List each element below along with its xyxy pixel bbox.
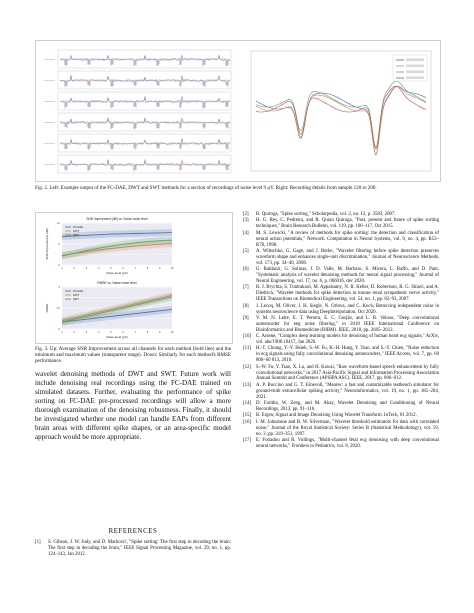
y-tick-label: 12: [57, 222, 60, 225]
trace-line: [60, 160, 230, 171]
reference-text: B. Ergen, Signal and Image Denoising Using Wavelet Transform. InTech, 01 2012.: [256, 413, 417, 419]
reference-text: A. Wiltschko, G. Gage, and J. Berke, "Wavelet filtering before spike detection preserves waveform shape and enhances single-unit discrimination," Journal of Neuroscience Methods, vol. 173, pp. 34–40, 2008.: [256, 248, 439, 266]
legend-label: DWT: [73, 294, 80, 297]
y-tick-label: -2: [57, 264, 60, 267]
reference-text: S. Gibson, J. W. Judy, and D. Marković, "Spike sorting: The first step in decoding the brain: The first step in decoding the brain," IEEE Signal Processing Magazine, vol. 29, no. 1, pp. 124–143, Jan 2012.: [48, 540, 231, 557]
reference-text: H. G. Rey, C. Pedreira, and R. Quian Quiroga, "Past, present and future of spike sorting techniques," Brain Research Bulletin, vol. 119, pp. 106–117, Oct 2015.: [256, 218, 439, 230]
y-tick-label: 5: [58, 243, 60, 246]
x-tick-label: 1: [61, 267, 63, 270]
references-heading: REFERENCES: [108, 528, 158, 535]
trace-line: [60, 97, 230, 108]
x-tick-label: 8: [146, 331, 149, 334]
reference-item: [243, 231, 439, 249]
reference-item: [243, 383, 439, 401]
zoom-legend-entry: [406, 77, 424, 80]
reference-text: C. Arsene, "Complex deep learning models for denoising of human heart ecg signals," ArXiv, vol. abs/1908.10417, Jan 2020.: [256, 334, 439, 346]
x-tick-label: 5: [110, 331, 112, 334]
reference-number: [17]: [243, 438, 252, 444]
reference-number: [9]: [243, 315, 249, 321]
zoom-waveform: [256, 81, 426, 147]
reference-number: [1]: [35, 540, 41, 545]
x-tick-label: 6: [122, 331, 124, 334]
zoom-waveform: [256, 86, 426, 149]
x-axis-label: Noise level (μV): [106, 271, 128, 275]
reference-item: [243, 212, 439, 218]
figure-3: [35, 212, 233, 344]
chart-title: SNR Imprvement (dB) vs. Noise noise level: [86, 217, 148, 221]
reference-number: [5]: [243, 248, 249, 254]
references-left: [35, 540, 231, 558]
zoom-legend-entry: [406, 59, 424, 62]
y-axis-label: RMSE: [45, 303, 49, 313]
reference-item: [243, 413, 439, 419]
x-tick-label: 2: [73, 331, 75, 334]
figure-2-caption: Fig. 2. Left: Example output of the FC-DAE, DWT and SWT methods for a section of recordings of noise level 9 μV. Right: Recording details from sample 120 to 200.: [35, 185, 377, 191]
reference-text: V. M. N. Leite, E. T. Pereira, E. C. Gurjão, and L. R. Veloso, "Deep convolutional autoencoder for eeg noise filtering," in 2018 IEEE International Conference on Bioinformatics and Biomedicine (BIBM). IEEE, 2018, pp. 2605–2612.: [256, 315, 439, 333]
x-tick-label: 1: [61, 331, 63, 334]
x-tick-label: 5: [110, 267, 112, 270]
trace-line: [60, 97, 230, 108]
reference-number: [6]: [243, 267, 249, 273]
reference-text: R. Quiroga, "Spike sorting," Scholarpedia, vol. 2, no. 12, p. 3583, 2007.: [256, 212, 396, 217]
y-tick-label: 3: [58, 286, 60, 289]
reference-text: G. Baldazzi, G. Solinas, J. D. Valle, M. Barbaro, S. Micera, L. Raffo, and D. Pani, "Systematic analysis of wavelet denoising methods for neural signal processing," Journal of Neural Engineering, vol. 17, no. 6, p. 066016, dec 2020.: [256, 267, 439, 284]
reference-item: [243, 316, 439, 334]
x-tick-label: 4: [97, 267, 100, 270]
reference-item: [243, 346, 439, 364]
x-tick-label: 9: [159, 267, 161, 270]
reference-item: [243, 267, 439, 285]
reference-number: [7]: [243, 285, 249, 291]
zoom-legend-entry: [406, 71, 424, 74]
y-tick-label: 0: [58, 328, 60, 331]
figure-2-left-traces: [36, 41, 236, 181]
references-right: [243, 212, 439, 450]
zoom-waveform: [256, 86, 426, 154]
reference-number: [16]: [243, 419, 252, 425]
trace-line: [60, 160, 230, 171]
reference-text: J. Lecoq, M. Oliver, J. H. Siegle, N. Orlova, and C. Koch, Removing independent noise in systems neuroscience data using DeepInterpolation, Oct 2020.: [256, 303, 439, 315]
reference-text: A. P. Buccino and G. T. Einevoll, "Mearec: a fast and customizable testbench simulator for ground-truth extracellular spiking activity," Neuroinformatics, vol. 19, no. 1, pp. 185–204, 2021.: [256, 382, 439, 400]
reference-item: [243, 401, 439, 413]
reference-number: [15]: [243, 413, 252, 419]
reference-number: [8]: [243, 303, 249, 309]
reference-item: [243, 334, 439, 346]
x-tick-label: 7: [134, 267, 137, 270]
x-tick-label: 3: [85, 267, 88, 270]
reference-item: [243, 365, 439, 383]
x-tick-label: 10: [170, 331, 174, 334]
reference-item: [243, 249, 439, 267]
reference-text: S.-W. Fu, Y. Tsao, X. Lu, and H. Kawai, "Raw waveform-based speech enhancement by fully convolutional networks," in 2017 Asia-Pacific Signal and Information Processing Association Annual Summit and Conference (APSIPA ASC). IEEE, 2017, pp. 006–012.: [256, 364, 439, 382]
reference-text: I. M. Johnstone and B. W. Silverman, "Wavelet threshold estimators for data with correlated noise," Journal of the Royal Statistical Society: Series B (Statistical Methodology), vol. 59, no. 2, pp. 319–351, 1997.: [256, 419, 439, 437]
y-tick-label: 1.5: [56, 307, 60, 310]
reference-text: D. Faritha, W. Zeng, and M. Akay, Wavelet Denoising and Conditioning of Neural Recordings, 2013, pp. 91–116.: [256, 401, 439, 412]
legend-label: FC-DAE: [73, 290, 84, 293]
reference-number: [2]: [243, 212, 249, 217]
reference-number: [14]: [243, 401, 252, 407]
figure-2-right-zoom: [241, 41, 436, 181]
reference-number: [13]: [243, 382, 252, 388]
chart-title: RMSE vs. Noise noise level: [97, 281, 137, 285]
x-tick-label: 3: [85, 331, 88, 334]
reference-number: [11]: [243, 346, 251, 352]
reference-text: E. Fotiadou and R. Vullings, "Multi-channel fetal ecg denoising with deep convolutional neural networks," Frontiers in Pediatrics, vol. 8, 2020.: [256, 438, 439, 449]
reference-number: [10]: [243, 334, 252, 340]
x-tick-label: 10: [170, 267, 174, 270]
reference-item: [243, 218, 439, 230]
figure-2: [35, 40, 441, 182]
x-tick-label: 2: [73, 267, 75, 270]
reference-number: [3]: [243, 218, 249, 224]
reference-number: [12]: [243, 364, 252, 370]
conclusion-paragraph: wavelet denoising methods of DWT and SWT. Future work will include denoising real recordings using the FC-DAE trained on simulated datasets. Further, evaluating the performance of spike sorting on FC-DAE pre-processed recordings will allow a more thorough examination of the denoising robustness. Finally, it should be investigated whether one model can handle EAPs from different brain areas with different spike shapes, or an area-specific model approach would be more appropriate.: [35, 370, 231, 441]
x-axis-label: Noise level (μV): [106, 335, 128, 339]
x-tick-label: 9: [159, 331, 161, 334]
x-tick-label: 4: [97, 331, 100, 334]
x-tick-label: 6: [122, 267, 124, 270]
reference-text: R. J. Brychta, S. Tuntrakool, M. Appalsamy, N. R. Keller, D. Robertson, R. G. Shiavi, and A. Diedrich, "Wavelet methods for spike detection in mouse renal sympathetic nerve activity," IEEE Transactions on Biomedical Engineering, vol. 54, no. 1, pp. 82–93, 2007.: [256, 285, 439, 303]
reference-text: H.-T. Chiang, Y.-Y. Hsieh, S.-W. Fu, K.-H. Hung, Y. Tsao, and S.-Y. Chien, "Noise reduction in ecg signals using fully convolutional denoising autoencoders," IEEE Access, vol. 7, pp. 60 806–60 813, 2019.: [256, 346, 439, 364]
legend-label: SWT: [73, 234, 79, 237]
reference-item: [243, 285, 439, 303]
x-tick-label: 8: [146, 267, 149, 270]
legend-label: DWT: [73, 230, 80, 233]
reference-item: [243, 304, 439, 316]
zoom-legend-entry: [406, 65, 424, 68]
reference-text: M. S. Lewicki, "A review of methods for spike sorting: the detection and classification of neural action potentials," Network: Computation in Neural Systems, vol. 9, no. 4, pp. R53–R78, 1998.: [256, 230, 439, 248]
figure-3-caption: Fig. 3. Up: Average SNR Improvement across all channels for each method (bold line) and the minimum and maximum values (transparent range). Down: Similarly for each method's RMSE performance.: [35, 346, 231, 365]
reference-item: [35, 540, 231, 558]
reference-number: [4]: [243, 230, 249, 236]
reference-item: [243, 420, 439, 438]
y-axis-label: SNR Improvement (dB): [45, 228, 49, 260]
legend-label: FC-DAE: [73, 226, 84, 229]
figure-3-plots: [36, 213, 232, 343]
zoom-waveform: [256, 86, 426, 155]
legend-label: SWT: [73, 298, 79, 301]
x-tick-label: 7: [134, 331, 137, 334]
reference-item: [243, 438, 439, 450]
